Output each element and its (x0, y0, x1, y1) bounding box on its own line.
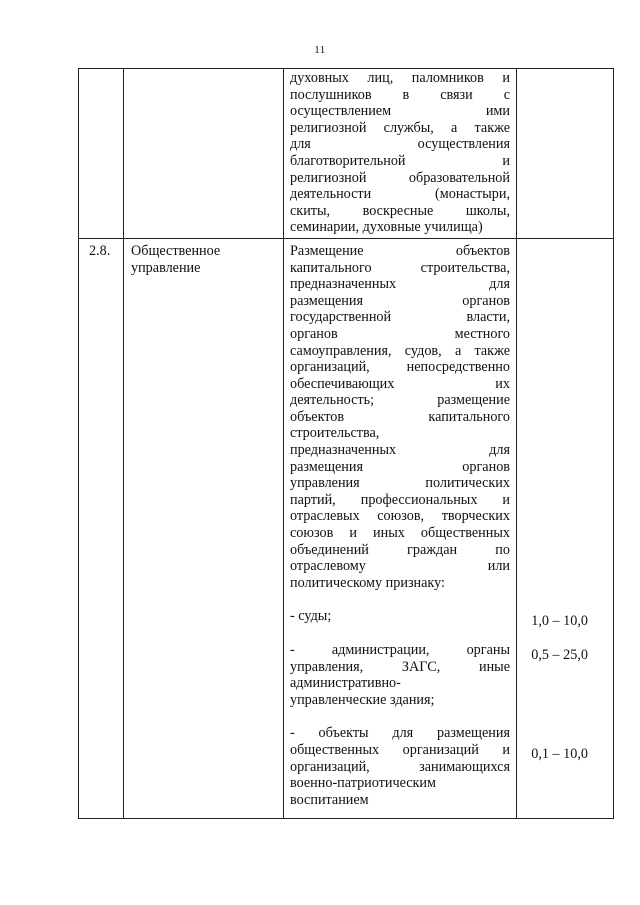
text-line: органов местного (290, 325, 510, 342)
item-line-administration: - администрации, органы (290, 642, 510, 658)
text-line: отраслевых союзов, творческих (290, 508, 510, 525)
item-line-public-orgs: организаций, занимающихся (290, 758, 510, 775)
text-line: семинарии, духовные училища) (290, 219, 483, 236)
text-line: отраслевому или (290, 558, 510, 575)
text-line: предназначенных для (290, 276, 510, 293)
item-line-public-orgs: воспитанием (290, 791, 369, 808)
text-line: союзов и иных общественных (290, 525, 510, 542)
cell-name-empty (124, 69, 284, 239)
spacer (517, 663, 613, 746)
text-line: деятельности (монастыри, (290, 186, 510, 203)
item-line-courts: - суды; (290, 608, 332, 625)
table-row-2-8 (79, 238, 614, 818)
table-row-continuation (79, 69, 614, 239)
cell-description-continuation (284, 69, 517, 239)
text-line: Размещение объектов (290, 242, 510, 259)
cell-number-empty (79, 69, 124, 239)
item-line-public-orgs: - объекты для размещения (290, 725, 510, 742)
text-line: обеспечивающих их (290, 375, 510, 392)
param-value-public-orgs: 0,1 – 10,0 (531, 746, 588, 763)
item-line-public-orgs: военно-патриотическим (290, 775, 436, 792)
text-line: строительства, (290, 425, 380, 442)
item-line-administration: управления, ЗАГС, иные (290, 658, 510, 675)
text-line: духовных лиц, паломников и (290, 70, 510, 86)
text-line: религиозной службы, а также (290, 119, 510, 136)
text-line: скиты, воскресные школы, (290, 202, 510, 219)
text-line: организаций, непосредственно (290, 359, 510, 376)
spacer (290, 591, 510, 608)
text-line: религиозной образовательной (290, 169, 510, 186)
text-line: партий, профессиональных и (290, 491, 510, 508)
spacer (290, 625, 510, 642)
text-line: капитального строительства, (290, 259, 510, 276)
cell-row-name (124, 238, 284, 818)
cell-row-description (284, 238, 517, 818)
row-name-line: Общественное (131, 242, 221, 259)
text-line: государственной власти, (290, 309, 510, 326)
text-line: предназначенных для (290, 442, 510, 459)
text-line: благотворительной и (290, 152, 510, 169)
text-line: политическому признаку: (290, 574, 445, 591)
text-line: самоуправления, судов, а также (290, 342, 510, 359)
spacer (517, 243, 613, 613)
text-line: размещения органов (290, 458, 510, 475)
page-number: 11 (314, 44, 326, 56)
spacer (290, 708, 510, 725)
text-line: объединений граждан по (290, 541, 510, 558)
text-line: объектов капитального (290, 408, 510, 425)
text-line: деятельность; размещение (290, 392, 510, 409)
text-line: осуществлением ими (290, 103, 510, 120)
param-value-administration: 0,5 – 25,0 (531, 646, 588, 663)
cell-row-number: 2.8. (79, 238, 124, 818)
zoning-table (78, 68, 614, 819)
param-value-courts: 1,0 – 10,0 (531, 612, 588, 629)
text-line: послушников в связи с (290, 86, 510, 103)
cell-row-parameters (517, 238, 614, 818)
cell-parameter-empty (517, 69, 614, 239)
spacer (517, 630, 613, 647)
item-line-administration: административно- (290, 675, 401, 692)
text-line: управления политических (290, 475, 510, 492)
item-line-public-orgs: общественных организаций и (290, 741, 510, 758)
text-line: для осуществления (290, 136, 510, 153)
text-line: размещения органов (290, 292, 510, 309)
item-line-administration: управленческие здания; (290, 691, 435, 708)
row-name-line: управление (131, 259, 201, 276)
